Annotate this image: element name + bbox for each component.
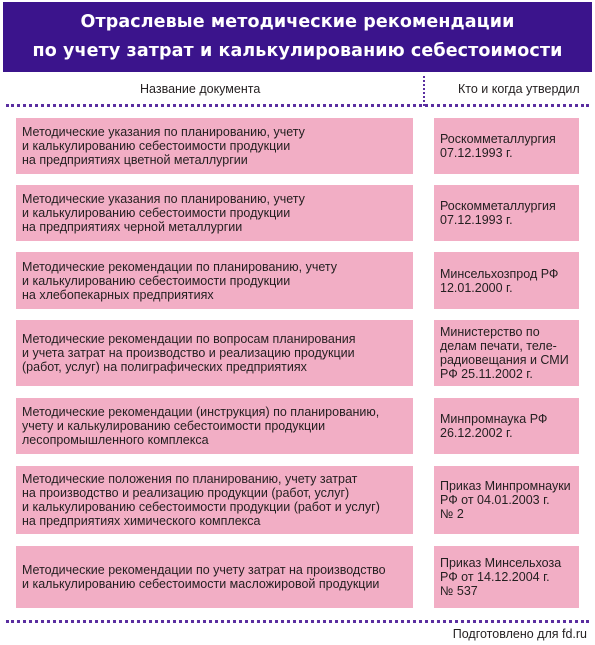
column-header-approver: Кто и когда утвердил	[458, 82, 580, 96]
table-row-doc: Методические указания по планированию, учету и калькулированию себестоимости продукции на предприятиях черной металлургии	[16, 185, 413, 241]
table-row-approver: Минпромнаука РФ 26.12.2002 г.	[434, 398, 579, 454]
table-row-doc: Методические рекомендации по планированию, учету и калькулированию себестоимости продукции на хлебопекарных предприятиях	[16, 252, 413, 309]
column-header-document: Название документа	[140, 82, 261, 96]
footer-divider	[6, 620, 589, 623]
column-divider	[423, 76, 425, 106]
header-divider	[6, 104, 589, 107]
page-title	[33, 8, 563, 66]
table-row-doc: Методические рекомендации по вопросам планирования и учета затрат на производство и реализацию продукции (работ, услуг) на полиграфических предприятиях	[16, 320, 413, 386]
table-row-doc: Методические рекомендации (инструкция) по планированию, учету и калькулированию себестоимости продукции лесопромышленного комплекса	[16, 398, 413, 454]
table-row-doc: Методические указания по планированию, учету и калькулированию себестоимости продукции на предприятиях цветной металлургии	[16, 118, 413, 174]
table-row-approver: Министерство по делам печати, теле- радиовещания и СМИ РФ 25.11.2002 г.	[434, 320, 579, 386]
title-line-2: по учету затрат и калькулированию себестоимости	[32, 41, 563, 61]
table-row-doc: Методические положения по планированию, учету затрат на производство и реализацию продукции (работ, услуг) и калькулированию себестоимости продукции (работ и услуг) на предприятиях химического комплекса	[16, 466, 413, 534]
table-row-approver: Приказ Минсельхоза РФ от 14.12.2004 г. № 537	[434, 546, 579, 608]
table-row-doc: Методические рекомендации по учету затрат на производство и калькулированию себестоимости масложировой продукции	[16, 546, 413, 608]
title-line-1: Отраслевые методические рекомендации	[80, 12, 515, 32]
title-banner	[3, 2, 592, 72]
table-row-approver: Приказ Минпромнауки РФ от 04.01.2003 г. № 2	[434, 466, 579, 534]
table-row-approver: Роскомметаллургия 07.12.1993 г.	[434, 118, 579, 174]
table-row-approver: Минсельхозпрод РФ 12.01.2000 г.	[434, 252, 579, 309]
table-row-approver: Роскомметаллургия 07.12.1993 г.	[434, 185, 579, 241]
footer-credit: Подготовлено для fd.ru	[452, 627, 587, 641]
